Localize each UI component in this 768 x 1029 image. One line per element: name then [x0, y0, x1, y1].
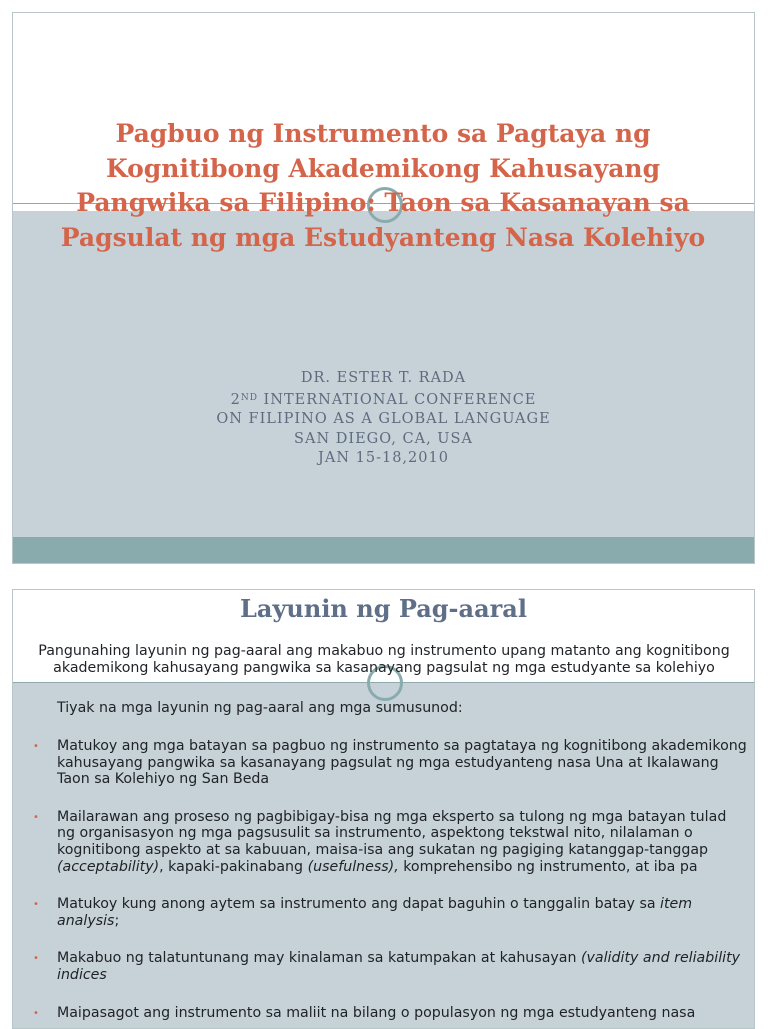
title-slide: [12, 12, 755, 564]
conference-name: INTERNATIONAL CONFERENCE: [257, 391, 537, 408]
main-objective: Pangunahing layunin ng pag-aaral ang makabuo ng instrumento upang matanto ang kognitibong akademikong kahusayang pangwika sa kasanayang pagsulat ng mga estudyante sa kolehiyo: [38, 643, 730, 676]
list-item-text: komprehensibo ng instrumento, at iba pa: [398, 858, 698, 875]
specific-objectives-intro: Tiyak na mga layunin ng pag-aaral ang mga sumusunod:: [57, 700, 463, 716]
term-usefulness: (usefulness),: [307, 858, 399, 875]
list-item-text: Mailarawan ang proseso ng pagbibigay-bisa ng mga eksperto sa tulong ng mga batayan tulad ng organisasyon ng mga pagsusulit sa instrumento, aspektong tekstwal nito, nilalaman o kognitibong aspekto at sa kabuuan, maisa-isa ang sukatan ng pagiging katanggap-tanggap: [57, 808, 727, 858]
term-validity: (validity and reliability indices: [57, 950, 741, 983]
list-item: [33, 896, 748, 929]
objectives-slide: [12, 589, 755, 1029]
term-item-analysis: item analysis: [57, 896, 693, 929]
conference-ordinal: ND: [240, 392, 258, 403]
conference-number: 2: [230, 391, 241, 408]
teal-footer-band: [13, 537, 754, 564]
list-item-text: Matukoy kung anong aytem sa instrumento ang dapat baguhin o tanggalin batay sa: [57, 896, 661, 913]
list-item-text: Maipasagot ang instrumento sa maliit na bilang o populasyon ng mga estudyanteng nasa: [57, 1004, 696, 1021]
dates: JAN 15-18,2010: [318, 450, 449, 467]
location: SAN DIEGO, CA, USA: [294, 430, 473, 447]
list-item-text: , kapaki-pakinabang: [159, 858, 308, 875]
objectives-list: [33, 738, 748, 1021]
bullet-icon: •: [33, 899, 39, 911]
list-item: [33, 809, 748, 875]
bullet-icon: •: [33, 953, 39, 965]
bullet-icon: •: [33, 1007, 39, 1019]
list-item-text: Makabuo ng talatuntunang may kinalaman sa katumpakan at kahusayan: [57, 950, 581, 967]
term-acceptability: (acceptability): [57, 858, 160, 875]
slide-subtitle: [13, 369, 754, 469]
list-item: [33, 1005, 748, 1022]
bullet-icon: •: [33, 811, 39, 823]
slide-title: Pagbuo ng Instrumento sa Pagtaya ng Kognitibong Akademikong Kahusayang Pangwika sa Filipino: Taon sa Kasanayan sa Pagsulat ng mga Estudyanteng Nasa Kolehiyo: [60, 119, 706, 252]
author-name: DR. ESTER T. RADA: [300, 370, 467, 386]
conference-line-2: ON FILIPINO AS A GLOBAL LANGUAGE: [216, 411, 551, 428]
slide-title: Layunin ng Pag-aaral: [240, 594, 527, 623]
bullet-icon: •: [33, 741, 39, 752]
conference-line-1: [13, 389, 754, 411]
list-item-text: Matukoy ang mga batayan sa pagbuo ng instrumento sa pagtataya ng kognitibong akademikong kahusayang pangwika sa kasanayang pagsulat ng mga estudyanteng nasa Una at Ikalawang Taon sa Kolehiyo ng San Beda: [57, 738, 747, 788]
list-item: [33, 950, 748, 983]
list-item-text: ;: [114, 912, 120, 929]
list-item: [33, 738, 748, 788]
